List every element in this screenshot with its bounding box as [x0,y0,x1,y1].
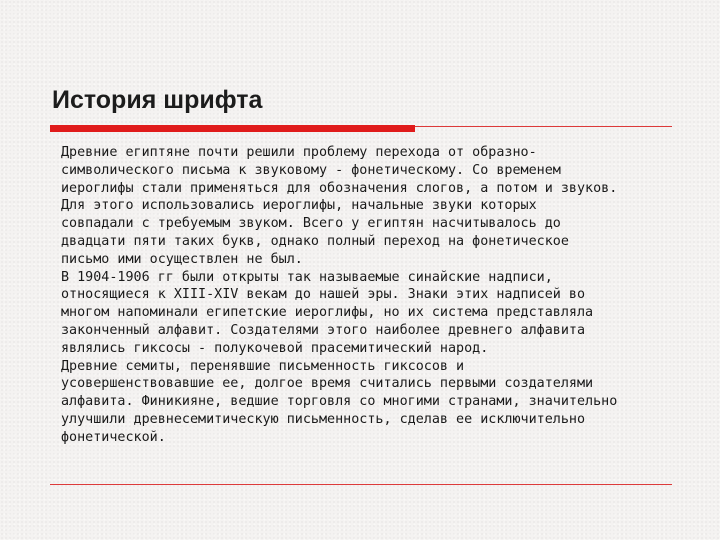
paragraph-egyptians: Древние египтяне почти решили проблему перехода от образно- символического письма к звуковому - фонетическому. Со временем иероглифы стали применяться для обозначения слогов, а потом и звуков. Для этого использовались иероглифы, начальные звуки которых совпадали с требуемым звуком. Всего у египтян насчитывалось до двадцати пяти таких букв, однако полный переход на фонетическое письмо ими осуществлен не был. [61,145,618,267]
footer-divider-line [50,484,672,485]
title-underline-thin-line [415,126,672,127]
paragraph-sinai-inscriptions: В 1904-1906 гг были открыты так называемые синайские надписи, относящиеся к XIII-XIV векам до нашей эры. Знаки этих надписей во многом напоминали египетские иероглифы, но их система представляла законченный алфавит. Создателями этого наиболее древнего алфавита являлись гиксосы - полукочевой прасемитический народ. [61,269,594,356]
slide-title: История шрифта [52,86,263,114]
title-underline-red-bar [50,125,415,132]
slide-body-text [61,144,701,447]
paragraph-semites-phoenicians: Древние семиты, перенявшие письменность гиксосов и усовершенствовавшие ее, долгое время считались первыми создателями алфавита. Финикияне, ведшие торговля со многими странами, значительно улучшили древнесемитическую письменность, сделав ее исключительно фонетической. [61,358,618,445]
